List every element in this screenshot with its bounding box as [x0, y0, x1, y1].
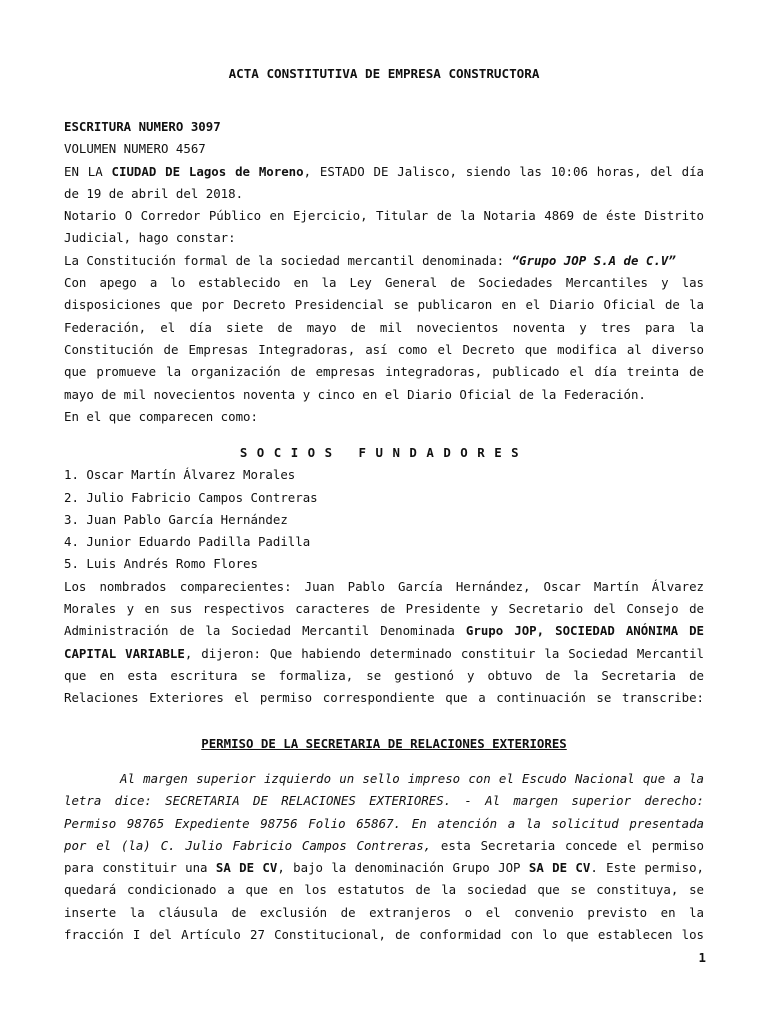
socio-item: 3. Juan Pablo García Hernández	[64, 511, 288, 527]
escritura-number: ESCRITURA NUMERO 3097	[64, 119, 221, 134]
apego-line-7: En el que comparecen como:	[64, 408, 258, 424]
header-block	[64, 116, 704, 428]
apego-line-3: Federación, el día siete de mayo de mil novecientos noventa y tres para la	[64, 319, 704, 335]
socio-item: 2. Julio Fabricio Campos Contreras	[64, 489, 318, 505]
permiso-line-4: por el (la) C. Julio Fabricio Campos Contreras, esta Secretaria concede el permiso	[64, 837, 704, 853]
apego-line-4: Constitución de Empresas Integradoras, así como el Decreto que modifica al diverso	[64, 341, 704, 357]
intro-line-3: Notario O Corredor Público en Ejercicio, Titular de la Notaria 4869 de éste Distrito	[64, 208, 704, 224]
page-number: 1	[698, 950, 706, 965]
intro-line-5: La Constitución formal de la sociedad mercantil denominada: “Grupo JOP S.A de C.V”	[64, 252, 676, 268]
nombrados-line-4: CAPITAL VARIABLE, dijeron: Que habiendo determinado constituir la Sociedad Mercantil	[64, 645, 704, 661]
apego-line-2: disposiciones que por Decreto Presidencial se publicaron en el Diario Oficial de la	[64, 297, 704, 313]
nombrados-line-6: Relaciones Exteriores el permiso correspondiente que a continuación se transcribe:	[64, 690, 704, 706]
socio-item: 4. Junior Eduardo Padilla Padilla	[64, 534, 311, 550]
permiso-line-6: quedará condicionado a que en los estatutos de la sociedad que se constituya, se	[64, 882, 704, 898]
apego-line-1: Con apego a lo establecido en la Ley General de Sociedades Mercantiles y las	[64, 275, 704, 291]
intro-line-4: Judicial, hago constar:	[64, 230, 236, 246]
socios-block	[64, 442, 704, 710]
permiso-line-1: Al margen superior izquierdo un sello impreso con el Escudo Nacional que a la	[120, 771, 704, 786]
permiso-line-2: letra dice: SECRETARIA DE RELACIONES EXTERIORES. - Al margen superior derecho:	[64, 793, 704, 809]
permiso-block	[64, 768, 704, 946]
permiso-line-7: inserte la cláusula de exclusión de extranjeros o el convenio previsto en la	[64, 904, 704, 920]
intro-line-2: de 19 de abril del 2018.	[64, 185, 244, 201]
permiso-line-3: Permiso 98765 Expediente 98756 Folio 65867. En atención a la solicitud presentada	[64, 815, 704, 831]
socios-heading: SOCIOS FUNDADORES	[239, 445, 529, 460]
nombrados-line-5: que en esta escritura se formaliza, se gestionó y obtuvo de la Secretaria de	[64, 667, 704, 683]
apego-line-6: mayo de mil novecientos noventa y cinco en el Diario Oficial de la Federación.	[64, 386, 646, 402]
permiso-heading: PERMISO DE LA SECRETARIA DE RELACIONES EXTERIORES	[201, 736, 567, 751]
document-title: ACTA CONSTITUTIVA DE EMPRESA CONSTRUCTORA	[228, 66, 540, 81]
apego-line-5: que promueve la organización de empresas integradoras, publicado el día treinta de	[64, 364, 704, 380]
nombrados-line-3: Administración de la Sociedad Mercantil Denominada Grupo JOP, SOCIEDAD ANÓNIMA DE	[64, 623, 705, 639]
socio-item: 1. Oscar Martín Álvarez Morales	[64, 467, 296, 483]
permiso-line-8: fracción I del Artículo 27 Constitucional, de conformidad con lo que establecen los	[64, 927, 704, 943]
nombrados-line-1: Los nombrados comparecientes: Juan Pablo García Hernández, Oscar Martín Álvarez	[64, 578, 704, 594]
permiso-line-5: para constituir una SA DE CV, bajo la denominación Grupo JOP SA DE CV. Este permiso,	[64, 860, 705, 876]
socio-item: 5. Luis Andrés Romo Flores	[64, 556, 258, 572]
nombrados-line-2: Morales y en sus respectivos caracteres de Presidente y Secretario del Consejo de	[64, 601, 704, 617]
volumen-number: VOLUMEN NUMERO 4567	[64, 141, 206, 157]
intro-line-1: EN LA CIUDAD DE Lagos de Moreno, ESTADO DE Jalisco, siendo las 10:06 horas, del día	[64, 163, 704, 179]
